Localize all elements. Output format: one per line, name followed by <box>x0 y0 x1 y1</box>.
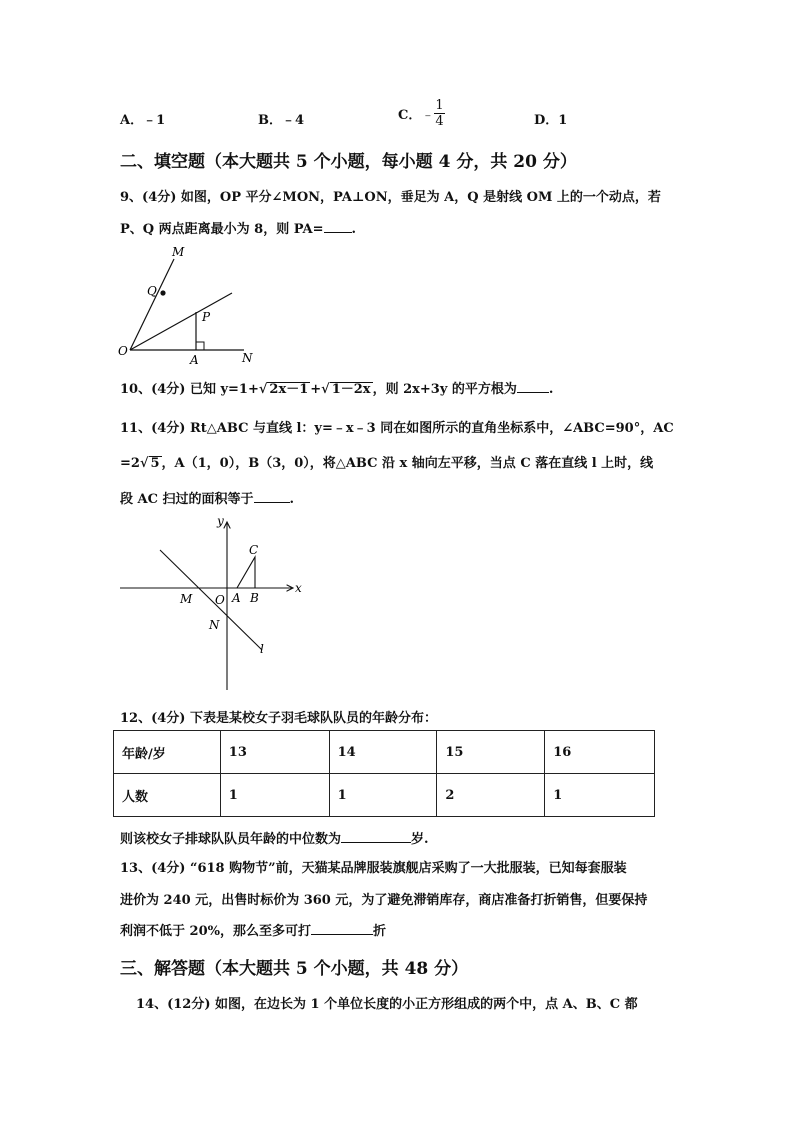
q11-label-o: O <box>215 593 225 607</box>
q10-radical2: √ 1－2x <box>321 382 371 397</box>
q11-label-c: C <box>249 543 259 557</box>
table-row <box>114 731 655 774</box>
q9-end: . <box>351 222 357 237</box>
q12-after-text: 则该校女子排球队队员年龄的中位数为 <box>120 832 342 847</box>
q9-label-q: Q <box>147 284 157 298</box>
q9-line1: 9、(4分) 如图，OP 平分∠MON，PA⊥ON，垂足为 A，Q 是射线 OM 上的一个动点，若 <box>120 190 661 205</box>
q13-line3-end: 折 <box>372 924 386 939</box>
q11-line3-text: 段 AC 扫过的面积等于 <box>120 492 254 507</box>
option-d-value: 1 <box>558 113 568 128</box>
q11-label-n: N <box>209 618 220 632</box>
q9-answer-blank <box>324 220 352 233</box>
q13-line3 <box>120 920 386 939</box>
q10-radicand2: 1－2x <box>331 382 371 397</box>
option-a-value: ﹣1 <box>143 113 166 128</box>
age-table <box>113 730 655 817</box>
q12-answer-blank <box>341 830 411 843</box>
q9-figure <box>112 243 262 368</box>
q11-line2-pre: =2 <box>120 456 140 471</box>
option-d <box>534 109 567 128</box>
q10-mid: + <box>310 382 322 397</box>
q13-line1: 13、(4分) “618 购物节”前，天猫某品牌服装旗舰店采购了一大批服装，已知每套服装 <box>120 861 627 876</box>
option-b-label: B． <box>258 113 282 128</box>
q13-line2: 进价为 240 元，出售时标价为 360 元，为了避免滞销库存，商店准备打折销售，但要保持 <box>120 893 648 908</box>
option-b-value: ﹣4 <box>282 113 305 128</box>
q10-pre: 10、(4分) 已知 y=1+ <box>120 382 259 397</box>
q11-triangle-abc <box>237 557 255 588</box>
q11-label-a: A <box>232 591 241 605</box>
section2-title: 二、填空题（本大题共 5 个小题，每小题 4 分，共 20 分） <box>120 152 577 172</box>
q13-line3-text: 利润不低于 20%，那么至多可打 <box>120 924 311 939</box>
option-c-sign: ﹣ <box>421 108 435 123</box>
q11-answer-blank <box>254 490 290 503</box>
table-cell: 年龄/岁 <box>114 731 221 774</box>
q10-radical1: √ 2x－1 <box>258 382 309 397</box>
q9-label-o: O <box>118 344 128 358</box>
table-cell: 13 <box>220 731 329 774</box>
q12-stem: 12、(4分) 下表是某校女子羽毛球队队员的年龄分布： <box>120 711 437 726</box>
q9-line2 <box>120 218 356 237</box>
option-b <box>258 109 304 128</box>
option-c-numerator: 1 <box>435 98 444 113</box>
q12-after-end: 岁. <box>411 832 429 847</box>
q10-post: ，则 2x+3y 的平方根为 <box>372 382 517 397</box>
table-cell: 1 <box>220 774 329 817</box>
q10-radicand1: 2x－1 <box>269 382 309 397</box>
q11-line3 <box>120 488 294 507</box>
q11-label-x: x <box>295 581 302 595</box>
q9-label-a: A <box>190 353 199 367</box>
q9-ray-om <box>130 259 174 350</box>
q13-answer-blank <box>311 922 373 935</box>
q10 <box>120 378 553 397</box>
option-c-denominator: 4 <box>435 114 444 129</box>
q9-line2-text: P、Q 两点距离最小为 8，则 PA= <box>120 222 324 237</box>
q11-line1: 11、(4分) Rt△ABC 与直线 l：y=﹣x﹣3 同在如图所示的直角坐标系中，∠ABC=90°，AC <box>120 421 674 436</box>
table-cell: 2 <box>437 774 545 817</box>
table-cell: 1 <box>545 774 655 817</box>
q11-end: . <box>289 492 295 507</box>
table-cell: 人数 <box>114 774 221 817</box>
table-cell: 1 <box>329 774 437 817</box>
table-cell: 16 <box>545 731 655 774</box>
table-cell: 15 <box>437 731 545 774</box>
q11-figure <box>115 512 315 694</box>
q11-line2-post: ，A（1，0），B（3，0），将△ABC 沿 x 轴向左平移，当点 C 落在直线 l 上时，线 <box>161 456 654 471</box>
q11-radical: √ 5 <box>139 456 160 471</box>
q11-label-m: M <box>180 592 193 606</box>
q9-point-q <box>160 290 165 295</box>
q10-end: . <box>548 382 554 397</box>
option-a-label: A． <box>120 113 144 128</box>
q11-line2 <box>120 452 653 471</box>
q10-answer-blank <box>517 380 549 393</box>
q14-line1: 14、(12分) 如图，在边长为 1 个单位长度的小正方形组成的两个中，点 A、B、C 都 <box>136 997 638 1012</box>
table-cell: 14 <box>329 731 437 774</box>
q11-line-l <box>160 550 262 650</box>
q9-label-n: N <box>242 351 253 365</box>
option-c-fraction <box>434 98 444 129</box>
option-d-label: D． <box>534 113 559 128</box>
q11-radicand: 5 <box>150 456 160 471</box>
q12-after <box>120 828 429 847</box>
section3-title: 三、解答题（本大题共 5 个小题，共 48 分） <box>120 959 469 979</box>
q11-label-y: y <box>217 514 224 528</box>
q11-label-l: l <box>260 642 264 656</box>
q11-label-b: B <box>250 591 259 605</box>
option-c-label: C． <box>398 108 422 123</box>
q9-ray-op <box>130 293 232 350</box>
option-c <box>398 98 445 129</box>
q9-label-m: M <box>172 245 185 259</box>
q9-label-p: P <box>202 310 211 324</box>
q9-right-angle-mark <box>196 342 204 350</box>
table-row <box>114 774 655 817</box>
option-a <box>120 109 165 128</box>
